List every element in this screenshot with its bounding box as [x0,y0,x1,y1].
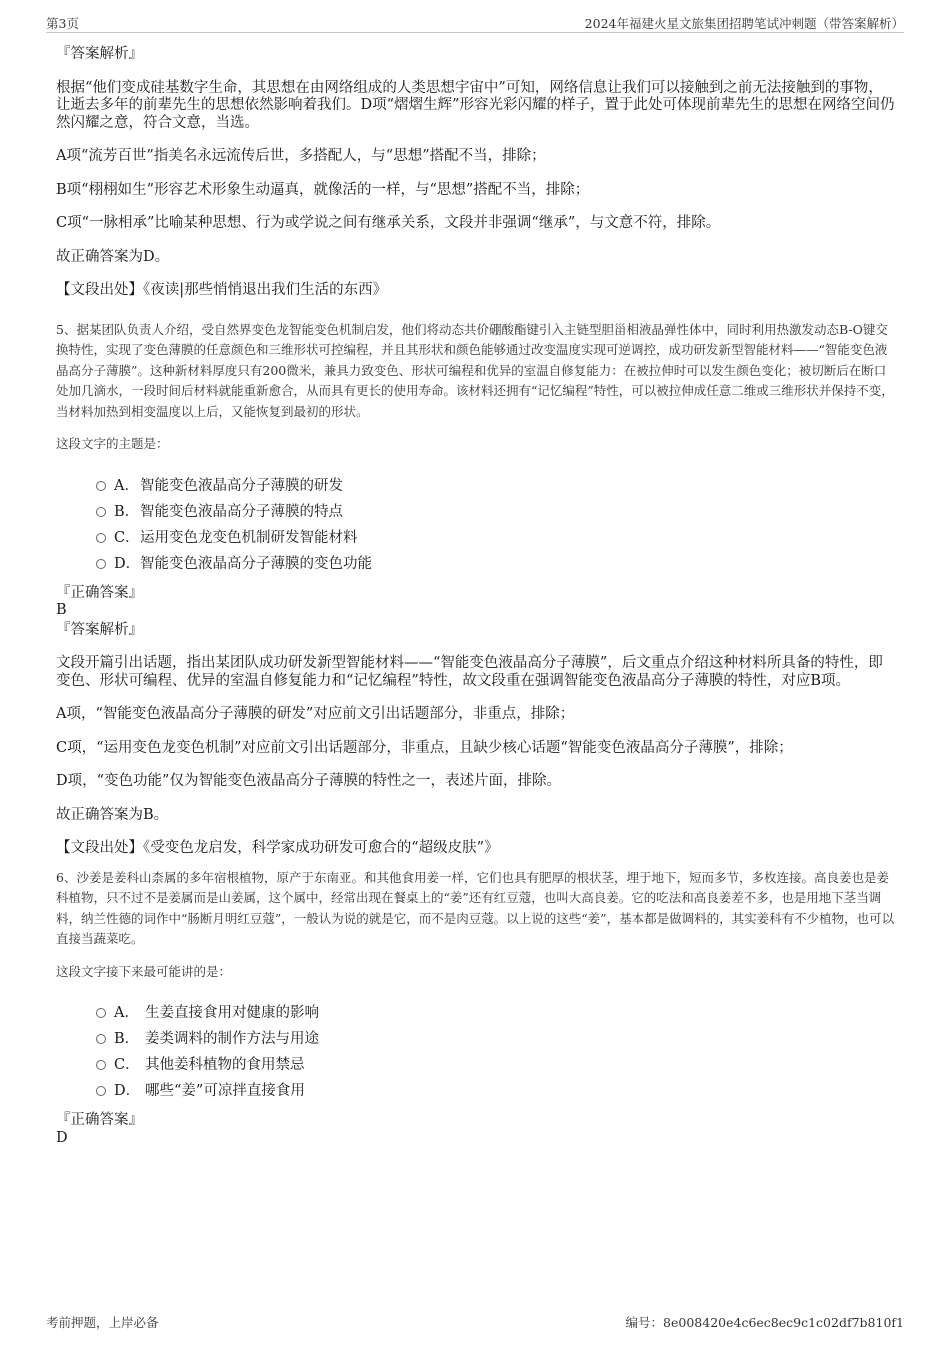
option-d[interactable]: D． 智能变色液晶高分子薄膜的变色功能 [0,551,896,577]
option-c-note: C项，“运用变色龙变色机制”对应前文引出话题部分，非重点，且缺少核心话题“智能变色液晶高分子薄膜”，排除； [56,739,793,756]
option-d-note: D项，“变色功能”仅为智能变色液晶高分子薄膜的特性之一，表述片面，排除。 [56,773,561,789]
radio-icon[interactable] [96,507,106,517]
conclusion: 故正确答案为D。 [56,248,170,265]
answer-label: 『正确答案』 [56,584,143,601]
analysis-label: 『答案解析』 [56,621,143,638]
answer-value: D [56,1129,68,1146]
analysis-label: 『答案解析』 [56,46,143,62]
answer-value: B [56,602,67,618]
page-header [46,14,904,33]
option-c[interactable]: C． 其他姜科植物的食用禁忌 [0,1052,896,1078]
radio-icon[interactable] [96,1086,106,1096]
radio-icon[interactable] [96,1060,106,1070]
source-citation: 【文段出处】《受变色龙启发，科学家成功研发可愈合的“超级皮肤”》 [56,840,499,856]
options-list [56,1000,896,1104]
option-a[interactable]: A． 生姜直接食用对健康的影响 [0,1000,896,1026]
document-title: 2024年福建火星文旅集团招聘笔试冲刺题（带答案解析） [584,16,904,31]
answer-label: 『正确答案』 [56,1112,143,1128]
conclusion: 故正确答案为B。 [56,806,169,823]
question-prompt: 这段文字的主题是： [56,436,169,451]
document-serial: 编号：8e008420e4c6ec8ec9c1c02df7b810f1 [625,1315,904,1330]
analysis-text: 文段开篇引出话题，指出某团队成功研发新型智能材料——“智能变色液晶高分子薄膜”，后文重点介绍这种材料所具备的特性，即变色、形状可编程、优异的室温自修复能力和“记忆编程”特性，故文段重在强调智能变色液晶高分子薄膜的特性，对应B项。 [56,655,883,689]
page-number: 第3页 [46,16,79,31]
radio-icon[interactable] [96,481,106,491]
option-d[interactable]: D． 哪些“姜”可凉拌直接食用 [0,1078,896,1104]
footer-slogan: 考前押题，上岸必备 [46,1315,159,1330]
analysis-text: 根据“他们变成硅基数字生命，其思想在由网络组成的人类思想宇宙中”可知，网络信息让我们可以接触到之前无法接触到的事物，让逝去多年的前辈先生的思想依然影响着我们。D项“熠熠生辉”形容光彩闪耀的样子，置于此处可体现前辈先生的思想在网络空间仍然闪耀之意，符合文意，当选。 [56,79,895,131]
question-stem: 5、据某团队负责人介绍，受自然界变色龙智能变色机制启发，他们将动态共价硼酸酯键引入主链型胆甾相液晶弹性体中，同时利用热激发动态B-O键交换特性，实现了变色薄膜的任意颜色和三维形状可控编程，并且其形状和颜色能够通过改变温度实现可逆调控，成功研发新型智能材料——“智能变色液晶高分子薄膜”。这种新材料厚度只有200微米，兼具力致变色、形状可编程和优异的室温自修复能力：在被拉伸时可以发生颜色变化；被切断后在断口处加几滴水，一段时间后材料就能重新愈合，从而具有更长的使用寿命。该材料还拥有“记忆编程”特性，可以被拉伸成任意二维或三维形状并保持不变，当材料加热到相变温度以上后，又能恢复到最初的形状。 [56,321,894,419]
source-citation: 【文段出处】《夜读|那些悄悄退出我们生活的东西》 [56,282,388,298]
radio-icon[interactable] [96,533,106,543]
radio-icon[interactable] [96,559,106,569]
option-b[interactable]: B． 姜类调料的制作方法与用途 [0,1026,896,1052]
question-stem: 6、沙姜是姜科山柰属的多年宿根植物，原产于东南亚。和其他食用姜一样，它们也具有肥厚的根状茎，埋于地下，短而多节，多枚连接。高良姜也是姜科植物，只不过不是姜属而是山姜属，这个属中，经常出现在餐桌上的“姜”还有红豆蔻，也叫大高良姜。它的吃法和高良姜差不多，也是用地下茎当调料，纳兰性德的词作中“肠断月明红豆蔻”，一般认为说的就是它，而不是肉豆蔻。以上说的这些“姜”，基本都是做调料的，其实姜科有不少植物，也可以直接当蔬菜吃。 [56,869,895,946]
radio-icon[interactable] [96,1034,106,1044]
question-4-analysis [56,46,896,300]
page-content [56,46,896,1147]
option-a-note: A项，“智能变色液晶高分子薄膜的研发”对应前文引出话题部分，非重点，排除； [56,706,575,722]
question-prompt: 这段文字接下来最可能讲的是： [56,963,232,979]
options-list [56,473,896,577]
option-b[interactable]: B． 智能变色液晶高分子薄膜的特点 [0,499,896,525]
question-5 [56,320,896,858]
option-b-note: B项“栩栩如生”形容艺术形象生动逼真，就像活的一样，与“思想”搭配不当，排除； [56,181,590,198]
radio-icon[interactable] [96,1008,106,1018]
option-c-note: C项“一脉相承”比喻某种思想、行为或学说之间有继承关系，文段并非强调“继承”，与文意不符，排除。 [56,215,721,231]
option-c[interactable]: C． 运用变色龙变色机制研发智能材料 [0,525,896,551]
option-a-note: A项“流芳百世”指美名永远流传后世，多搭配人，与“思想”搭配不当，排除； [56,148,546,164]
option-a[interactable]: A． 智能变色液晶高分子薄膜的研发 [0,473,896,499]
page-footer [46,1313,904,1331]
question-6 [56,868,896,1148]
